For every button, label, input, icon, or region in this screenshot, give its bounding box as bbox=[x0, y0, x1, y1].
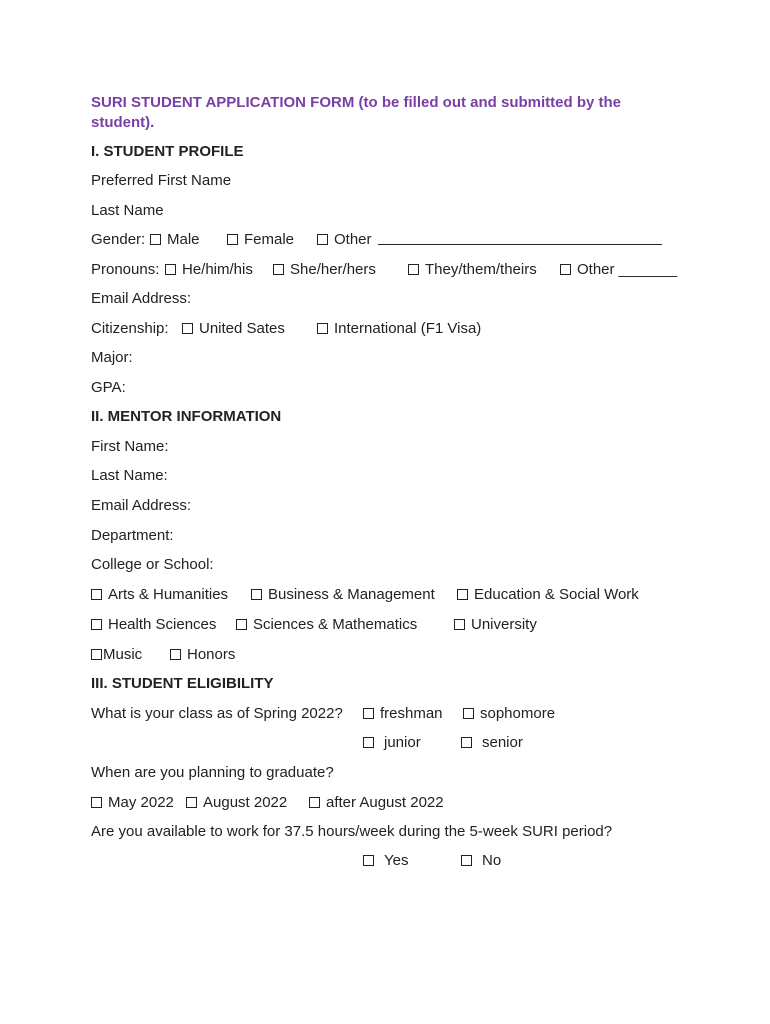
pronoun-they-checkbox[interactable]: They/them/theirs bbox=[408, 261, 537, 278]
gender-label: Gender: bbox=[91, 231, 146, 248]
checkbox-icon bbox=[461, 855, 472, 866]
checkbox-icon bbox=[91, 619, 102, 630]
last-name-label: Last Name bbox=[91, 202, 164, 219]
checkbox-icon bbox=[251, 589, 262, 600]
checkbox-icon bbox=[182, 323, 193, 334]
checkbox-icon bbox=[317, 323, 328, 334]
checkbox-icon bbox=[454, 619, 465, 630]
college-education-checkbox[interactable]: Education & Social Work bbox=[457, 586, 639, 603]
department-label: Department: bbox=[91, 527, 174, 544]
graduate-question: When are you planning to graduate? bbox=[91, 764, 334, 781]
citizenship-international-checkbox[interactable]: International (F1 Visa) bbox=[317, 320, 481, 337]
graduate-after-august-2022-checkbox[interactable]: after August 2022 bbox=[309, 794, 444, 811]
class-junior-checkbox[interactable]: junior bbox=[363, 734, 421, 751]
section-heading-mentor-information: II. MENTOR INFORMATION bbox=[91, 408, 282, 425]
checkbox-icon bbox=[186, 797, 197, 808]
checkbox-icon bbox=[363, 737, 374, 748]
availability-question: Are you available to work for 37.5 hours/week during the 5-week SURI period? bbox=[91, 823, 613, 840]
graduate-august-2022-checkbox[interactable]: August 2022 bbox=[186, 794, 287, 811]
checkbox-icon bbox=[363, 855, 374, 866]
pronoun-other-checkbox[interactable]: Other _______ bbox=[560, 261, 677, 278]
college-music-checkbox[interactable]: Music bbox=[91, 646, 142, 663]
checkbox-icon bbox=[408, 264, 419, 275]
college-business-checkbox[interactable]: Business & Management bbox=[251, 586, 435, 603]
gender-other-blank[interactable] bbox=[378, 231, 662, 245]
pronoun-he-checkbox[interactable]: He/him/his bbox=[165, 261, 253, 278]
pronouns-label: Pronouns: bbox=[91, 261, 160, 278]
college-honors-checkbox[interactable]: Honors bbox=[170, 646, 235, 663]
gpa-label: GPA: bbox=[91, 379, 126, 396]
checkbox-icon bbox=[150, 234, 161, 245]
checkbox-icon bbox=[170, 649, 181, 660]
checkbox-icon bbox=[227, 234, 238, 245]
student-email-label: Email Address: bbox=[91, 290, 192, 307]
checkbox-icon bbox=[461, 737, 472, 748]
citizenship-us-checkbox[interactable]: United Sates bbox=[182, 320, 285, 337]
college-university-checkbox[interactable]: University bbox=[454, 616, 537, 633]
checkbox-icon bbox=[309, 797, 320, 808]
checkbox-icon bbox=[317, 234, 328, 245]
availability-no-checkbox[interactable]: No bbox=[461, 852, 501, 869]
checkbox-icon bbox=[236, 619, 247, 630]
checkbox-icon bbox=[165, 264, 176, 275]
class-freshman-checkbox[interactable]: freshman bbox=[363, 705, 443, 722]
checkbox-icon bbox=[91, 589, 102, 600]
gender-female-checkbox[interactable]: Female bbox=[227, 231, 294, 248]
mentor-last-name-label: Last Name: bbox=[91, 467, 168, 484]
mentor-email-label: Email Address: bbox=[91, 497, 192, 514]
class-question: What is your class as of Spring 2022? bbox=[91, 705, 343, 722]
form-title: SURI STUDENT APPLICATION FORM (to be filled out and submitted by the student). bbox=[91, 94, 621, 131]
checkbox-icon bbox=[560, 264, 571, 275]
checkbox-icon bbox=[91, 649, 102, 660]
preferred-first-name-label: Preferred First Name bbox=[91, 172, 232, 189]
checkbox-icon bbox=[363, 708, 374, 719]
mentor-first-name-label: First Name: bbox=[91, 438, 169, 455]
gender-male-checkbox[interactable]: Male bbox=[150, 231, 200, 248]
class-senior-checkbox[interactable]: senior bbox=[461, 734, 523, 751]
checkbox-icon bbox=[457, 589, 468, 600]
college-arts-checkbox[interactable]: Arts & Humanities bbox=[91, 586, 228, 603]
checkbox-icon bbox=[273, 264, 284, 275]
checkbox-icon bbox=[463, 708, 474, 719]
checkbox-icon bbox=[91, 797, 102, 808]
gender-other-checkbox[interactable]: Other bbox=[317, 231, 372, 248]
pronoun-she-checkbox[interactable]: She/her/hers bbox=[273, 261, 376, 278]
section-heading-student-profile: I. STUDENT PROFILE bbox=[91, 143, 244, 160]
college-health-checkbox[interactable]: Health Sciences bbox=[91, 616, 216, 633]
availability-yes-checkbox[interactable]: Yes bbox=[363, 852, 408, 869]
college-sciences-checkbox[interactable]: Sciences & Mathematics bbox=[236, 616, 417, 633]
college-label: College or School: bbox=[91, 556, 214, 573]
graduate-may-2022-checkbox[interactable]: May 2022 bbox=[91, 794, 174, 811]
class-sophomore-checkbox[interactable]: sophomore bbox=[463, 705, 555, 722]
citizenship-label: Citizenship: bbox=[91, 320, 169, 337]
major-label: Major: bbox=[91, 349, 133, 366]
section-heading-student-eligibility: III. STUDENT ELIGIBILITY bbox=[91, 675, 274, 692]
